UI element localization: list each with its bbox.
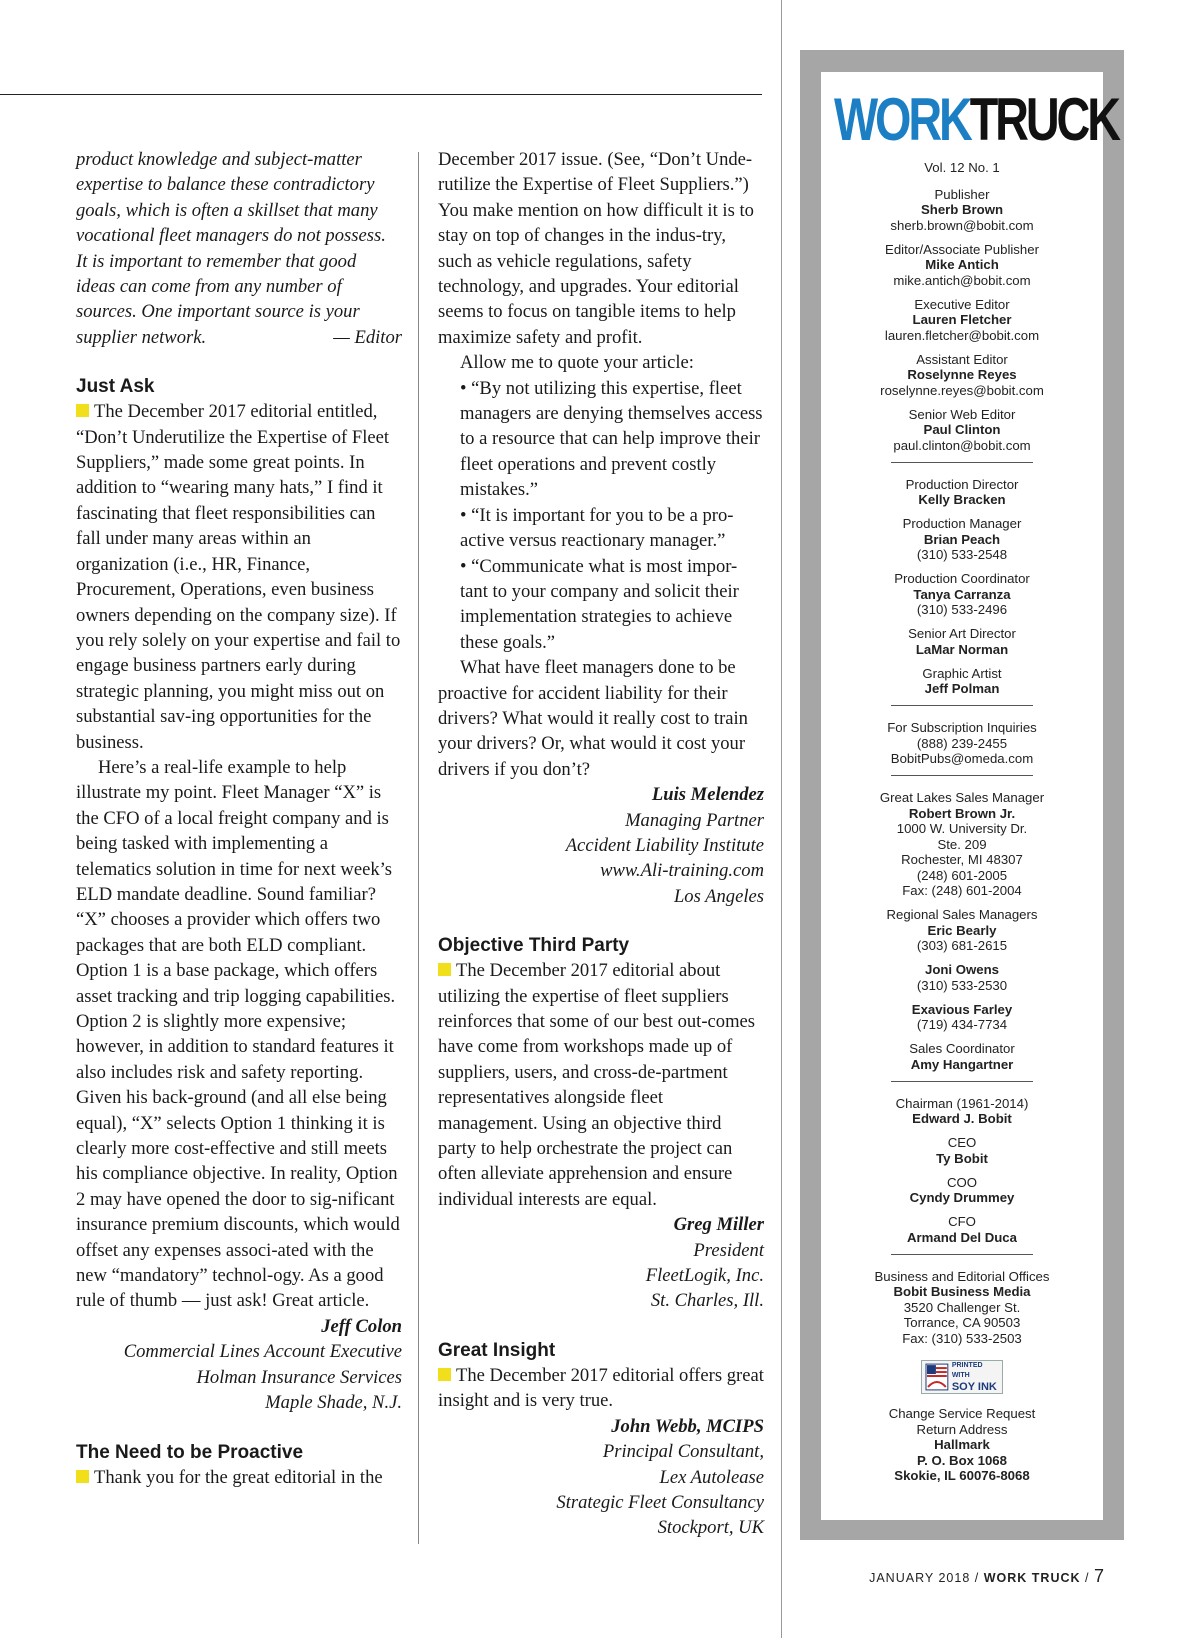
letter-heading-proactive: The Need to be Proactive (76, 1441, 304, 1463)
staff-contact: paul.clinton@bobit.com (893, 437, 1031, 453)
letter-heading-objective: Objective Third Party (438, 935, 630, 957)
staff-role: Chairman (1961-2014) (895, 1095, 1029, 1111)
staff-role: Sales Coordinator (909, 1041, 1015, 1056)
letter-signature (438, 1414, 764, 1541)
masthead-entry (821, 720, 1103, 767)
editor-intro (76, 147, 402, 350)
letter-heading-just-ask: Just Ask (76, 376, 155, 398)
masthead-entry (821, 626, 1103, 657)
signature-company: Lex Autolease (659, 1466, 764, 1488)
service-address: Skokie, IL 60076-8068 (894, 1468, 1030, 1483)
intro-line: ideas can come from any number of (76, 276, 342, 298)
staff-contact: Fax: (248) 601-2004 (902, 883, 1022, 898)
masthead-divider (891, 462, 1033, 463)
staff-role: Regional Sales Managers (886, 907, 1038, 922)
letter-signature (438, 1212, 764, 1314)
letter-signature (76, 1314, 402, 1416)
signature-company: Accident Liability Institute (565, 834, 764, 856)
staff-name: Robert Brown Jr. (908, 805, 1016, 821)
service-address: Hallmark (934, 1437, 990, 1452)
staff-contact: 3520 Challenger St. (903, 1299, 1021, 1315)
staff-contact: Torrance, CA 90503 (903, 1315, 1021, 1330)
masthead-entry (821, 907, 1103, 954)
staff-contact: 1000 W. University Dr. (896, 821, 1028, 836)
service-address: P. O. Box 1068 (917, 1452, 1007, 1468)
letter-paragraph: Thank you for the great editorial in the (94, 1466, 383, 1488)
masthead-divider (891, 775, 1033, 776)
signature-title: Managing Partner (625, 809, 764, 831)
staff-role: Production Director (905, 476, 1019, 492)
masthead-entry (821, 1002, 1103, 1033)
staff-name: Bobit Business Media (893, 1284, 1031, 1299)
staff-role: Senior Art Director (908, 626, 1016, 641)
staff-contact: Rochester, MI 48307 (901, 852, 1023, 867)
staff-contact: (310) 533-2548 (916, 547, 1008, 562)
signature-title: Commercial Lines Account Executive (123, 1341, 402, 1363)
letter-paragraph: What have fleet managers done to be proactive for accident liability for their drivers? What would it really cost to train your drivers? Or, what would it cost your drivers if you don’t? (438, 657, 748, 780)
masthead-entry (821, 1096, 1103, 1127)
intro-last-line (76, 325, 402, 350)
staff-name: LaMar Norman (915, 641, 1009, 657)
letter-body (76, 1465, 402, 1490)
signature-name: Greg Miller (673, 1214, 764, 1236)
staff-role: Assistant Editor (916, 351, 1008, 367)
signature-location: Stockport, UK (657, 1517, 764, 1539)
staff-name: Ty Bobit (936, 1150, 988, 1166)
staff-role: CEO (947, 1135, 977, 1150)
letter-paragraph: Allow me to quote your article: (460, 352, 694, 374)
staff-contact: Ste. 209 (937, 836, 987, 852)
staff-role: Production Manager (902, 516, 1022, 531)
signature-location: Los Angeles (673, 885, 764, 907)
signature-title: Principal Consultant, (602, 1441, 764, 1463)
staff-contact: (719) 434-7734 (916, 1017, 1008, 1032)
page-number: 7 (1093, 1566, 1104, 1586)
quote-bullet: • “It is important for you to be a pro-active versus reactionary manager.” (460, 504, 734, 552)
masthead-entry (821, 1041, 1103, 1072)
intro-signature: — Editor (333, 326, 402, 348)
change-service-request (821, 1406, 1103, 1484)
masthead-entry (821, 477, 1103, 508)
staff-role: Production Coordinator (894, 571, 1030, 586)
yellow-square-icon (438, 1368, 451, 1381)
footer-separator: / (1085, 1571, 1090, 1585)
masthead-entry (821, 1269, 1103, 1347)
sales-staff (821, 790, 1103, 1072)
staff-role: Great Lakes Sales Manager (879, 790, 1045, 805)
masthead-divider (891, 705, 1033, 706)
masthead-entry (821, 242, 1103, 289)
staff-name: Eric Bearly (927, 922, 997, 938)
subscription-info (821, 720, 1103, 767)
soy-ink-line: SOY INK (951, 1381, 997, 1393)
work-truck-logo (834, 86, 1118, 153)
signature-name: John Webb, MCIPS (611, 1415, 764, 1437)
letters-column-1 (76, 147, 402, 1490)
footer-magazine: WORK TRUCK (983, 1571, 1081, 1585)
staff-name: Roselynne Reyes (907, 367, 1017, 382)
staff-contact: lauren.fletcher@bobit.com (884, 327, 1040, 343)
signature-location: St. Charles, Ill. (650, 1290, 764, 1312)
quote-bullet: • “Communicate what is most impor-tant to your company and solicit their implementation strategies to achieve these goals.” (460, 555, 739, 653)
quote-bullet: • “By not utilizing this expertise, fleet managers are denying themselves access to a resource that can help improve their fleet operations and prevent costly mistakes.” (460, 377, 763, 501)
masthead-divider (891, 1254, 1033, 1255)
service-line: Change Service Request (888, 1406, 1036, 1421)
production-staff (821, 477, 1103, 697)
letter-body (438, 1363, 764, 1414)
staff-name: Jeff Polman (924, 681, 1000, 696)
staff-role: Publisher (934, 186, 990, 202)
intro-line: supplier network. (76, 326, 207, 348)
masthead-entry (821, 962, 1103, 993)
letter-heading-insight: Great Insight (438, 1339, 556, 1361)
intro-line: It is important to remember that good (76, 250, 357, 272)
signature-company: Holman Insurance Services (196, 1366, 402, 1388)
staff-role: Business and Editorial Offices (874, 1268, 1050, 1284)
masthead-entry (821, 297, 1103, 344)
column-divider (418, 152, 419, 1544)
masthead-entry (821, 1135, 1103, 1166)
logo-work: WORK (834, 86, 970, 153)
editorial-staff (821, 187, 1103, 454)
masthead-entry (821, 1175, 1103, 1206)
letter-body (76, 399, 402, 755)
intro-line: product knowledge and subject-matter (76, 149, 362, 170)
staff-name: Tanya Carranza (913, 586, 1011, 602)
staff-name: Sherb Brown (920, 202, 1004, 217)
letter-paragraph: The December 2017 editorial offers great insight and is very true. (438, 1364, 764, 1412)
staff-contact: roselynne.reyes@bobit.com (880, 382, 1044, 398)
staff-contact: BobitPubs@omeda.com (890, 751, 1034, 766)
masthead-divider (891, 1081, 1033, 1082)
staff-role: CFO (948, 1214, 976, 1229)
footer-separator: / (974, 1571, 980, 1585)
staff-name: Cyndy Drummey (909, 1190, 1015, 1205)
masthead-entry (821, 187, 1103, 234)
intro-line: expertise to balance these contradictory (76, 174, 375, 196)
masthead-entry (821, 666, 1103, 697)
masthead-entry (821, 407, 1103, 454)
staff-name: Brian Peach (923, 531, 1001, 547)
corporate-officers (821, 1096, 1103, 1246)
staff-contact: Fax: (310) 533-2503 (902, 1330, 1022, 1346)
letter-paragraph: The December 2017 editorial about utilizing the expertise of fleet suppliers reinforces that some of our best out-comes have come from workshops made up of suppliers, users, and cross-de-partment representatives alongside fleet management. Using an objective third party to help orchestrate the project can often alleviate apprehension and ensure individual interests are equal. (438, 960, 756, 1210)
letter-paragraph: Here’s a real-life example to help illustrate my point. Fleet Manager “X” is the CFO of a local freight company and is being tasked with implementing a telematics solution in time for next week’s ELD mandate deadline. Sound familiar? “X” chooses a provider which offers two packages that are both ELD compliant. Option 1 is a base package, which offers asset tracking and trip logging capabilities. Option 2 is slightly more expensive; however, in addition to standard features it also includes risk and safety reporting. Given his back-ground (and all else being equal), “X” selects Option 1 thinking it is clearly more cost-effective and still meets his compliance objective. In reality, Option 2 may have opened the door to sig-nificant insurance premium discounts, which would offset any expenses associ-ated with the new “mandatory” technol-ogy. As a good rule of thumb — just ask! Great article. (76, 756, 400, 1312)
intro-line: sources. One important source is your (76, 301, 360, 323)
yellow-square-icon (438, 963, 451, 976)
staff-contact: (310) 533-2496 (916, 602, 1008, 617)
masthead-entry (821, 1214, 1103, 1245)
masthead-staff-list (821, 160, 1103, 1484)
signature-website: www.Ali-training.com (600, 860, 764, 882)
staff-role: Executive Editor (914, 296, 1010, 312)
staff-name: Armand Del Duca (907, 1229, 1017, 1245)
letter-paragraph: December 2017 issue. (See, “Don’t Unde-rutilize the Expertise of Fleet Suppliers.”) You make mention on how difficult it is to stay on top of changes in the indus-try, such as vehicle regulations, safety technology, and upgrades. Your editorial seems to focus on tangible items to help maximize safety and profit. (438, 149, 754, 348)
staff-name: Edward J. Bobit (912, 1111, 1012, 1126)
signature-location: Maple Shade, N.J. (265, 1392, 402, 1414)
yellow-square-icon (76, 1470, 89, 1483)
staff-name: Lauren Fletcher (912, 312, 1012, 327)
staff-role: Senior Web Editor (908, 406, 1016, 422)
soy-ink-text (952, 1361, 1002, 1393)
staff-contact: (310) 533-2530 (916, 977, 1008, 993)
masthead-entry (821, 516, 1103, 563)
masthead-entry (821, 790, 1103, 899)
volume-number: Vol. 12 No. 1 (924, 160, 1000, 175)
staff-contact: (303) 681-2615 (916, 938, 1008, 953)
staff-contact: sherb.brown@bobit.com (890, 217, 1034, 233)
business-offices (821, 1269, 1103, 1347)
signature-name: Jeff Colon (321, 1315, 402, 1337)
staff-name: Mike Antich (925, 257, 999, 272)
staff-contact: mike.antich@bobit.com (893, 272, 1031, 288)
intro-line: vocational fleet managers do not possess. (76, 225, 386, 247)
staff-role: Graphic Artist (922, 665, 1002, 681)
staff-contact: (888) 239-2455 (916, 735, 1008, 751)
signature-company: Strategic Fleet Consultancy (556, 1491, 764, 1513)
service-line: Return Address (916, 1421, 1008, 1437)
letter-body (438, 958, 764, 1212)
page-divider (781, 0, 782, 1638)
footer-issue: JANUARY 2018 (869, 1571, 971, 1585)
soy-ink-line: PRINTED WITH (951, 1362, 983, 1379)
intro-line: goals, which is often a skillset that many (76, 199, 378, 221)
soy-ink-badge (921, 1360, 1003, 1394)
logo-truck: TRUCK (969, 86, 1118, 153)
staff-name: Amy Hangartner (910, 1056, 1014, 1072)
staff-name: Joni Owens (924, 962, 999, 977)
flag-icon (925, 1363, 949, 1391)
masthead-entry (821, 352, 1103, 399)
staff-role: For Subscription Inquiries (887, 720, 1037, 735)
staff-name: Kelly Bracken (918, 492, 1006, 507)
staff-name: Paul Clinton (923, 422, 1001, 437)
letters-column-2 (438, 147, 764, 1541)
letter-signature (438, 782, 764, 909)
masthead-entry (821, 571, 1103, 618)
staff-contact: (248) 601-2005 (916, 867, 1008, 883)
staff-role: COO (946, 1174, 978, 1190)
yellow-square-icon (76, 404, 89, 417)
page-footer (869, 1566, 1104, 1587)
signature-company: FleetLogik, Inc. (645, 1265, 764, 1287)
staff-role: Editor/Associate Publisher (885, 241, 1039, 257)
letter-paragraph: The December 2017 editorial entitled, “Don’t Underutilize the Expertise of Fleet Suppliers,” made some great points. In addition to “wearing many hats,” I find it fascinating that fleet responsibilities can fall under many areas within an organization (i.e., HR, Finance, Procurement, Operations, even business owners depending on the company size). If you rely solely on your expertise and fail to engage business partners early during strategic planning, you might miss out on substantial sav-ing opportunities for the business. (76, 401, 401, 753)
signature-name: Luis Melendez (651, 784, 764, 806)
staff-name: Exavious Farley (911, 1001, 1013, 1017)
signature-title: President (693, 1239, 764, 1261)
top-rule (0, 94, 762, 95)
